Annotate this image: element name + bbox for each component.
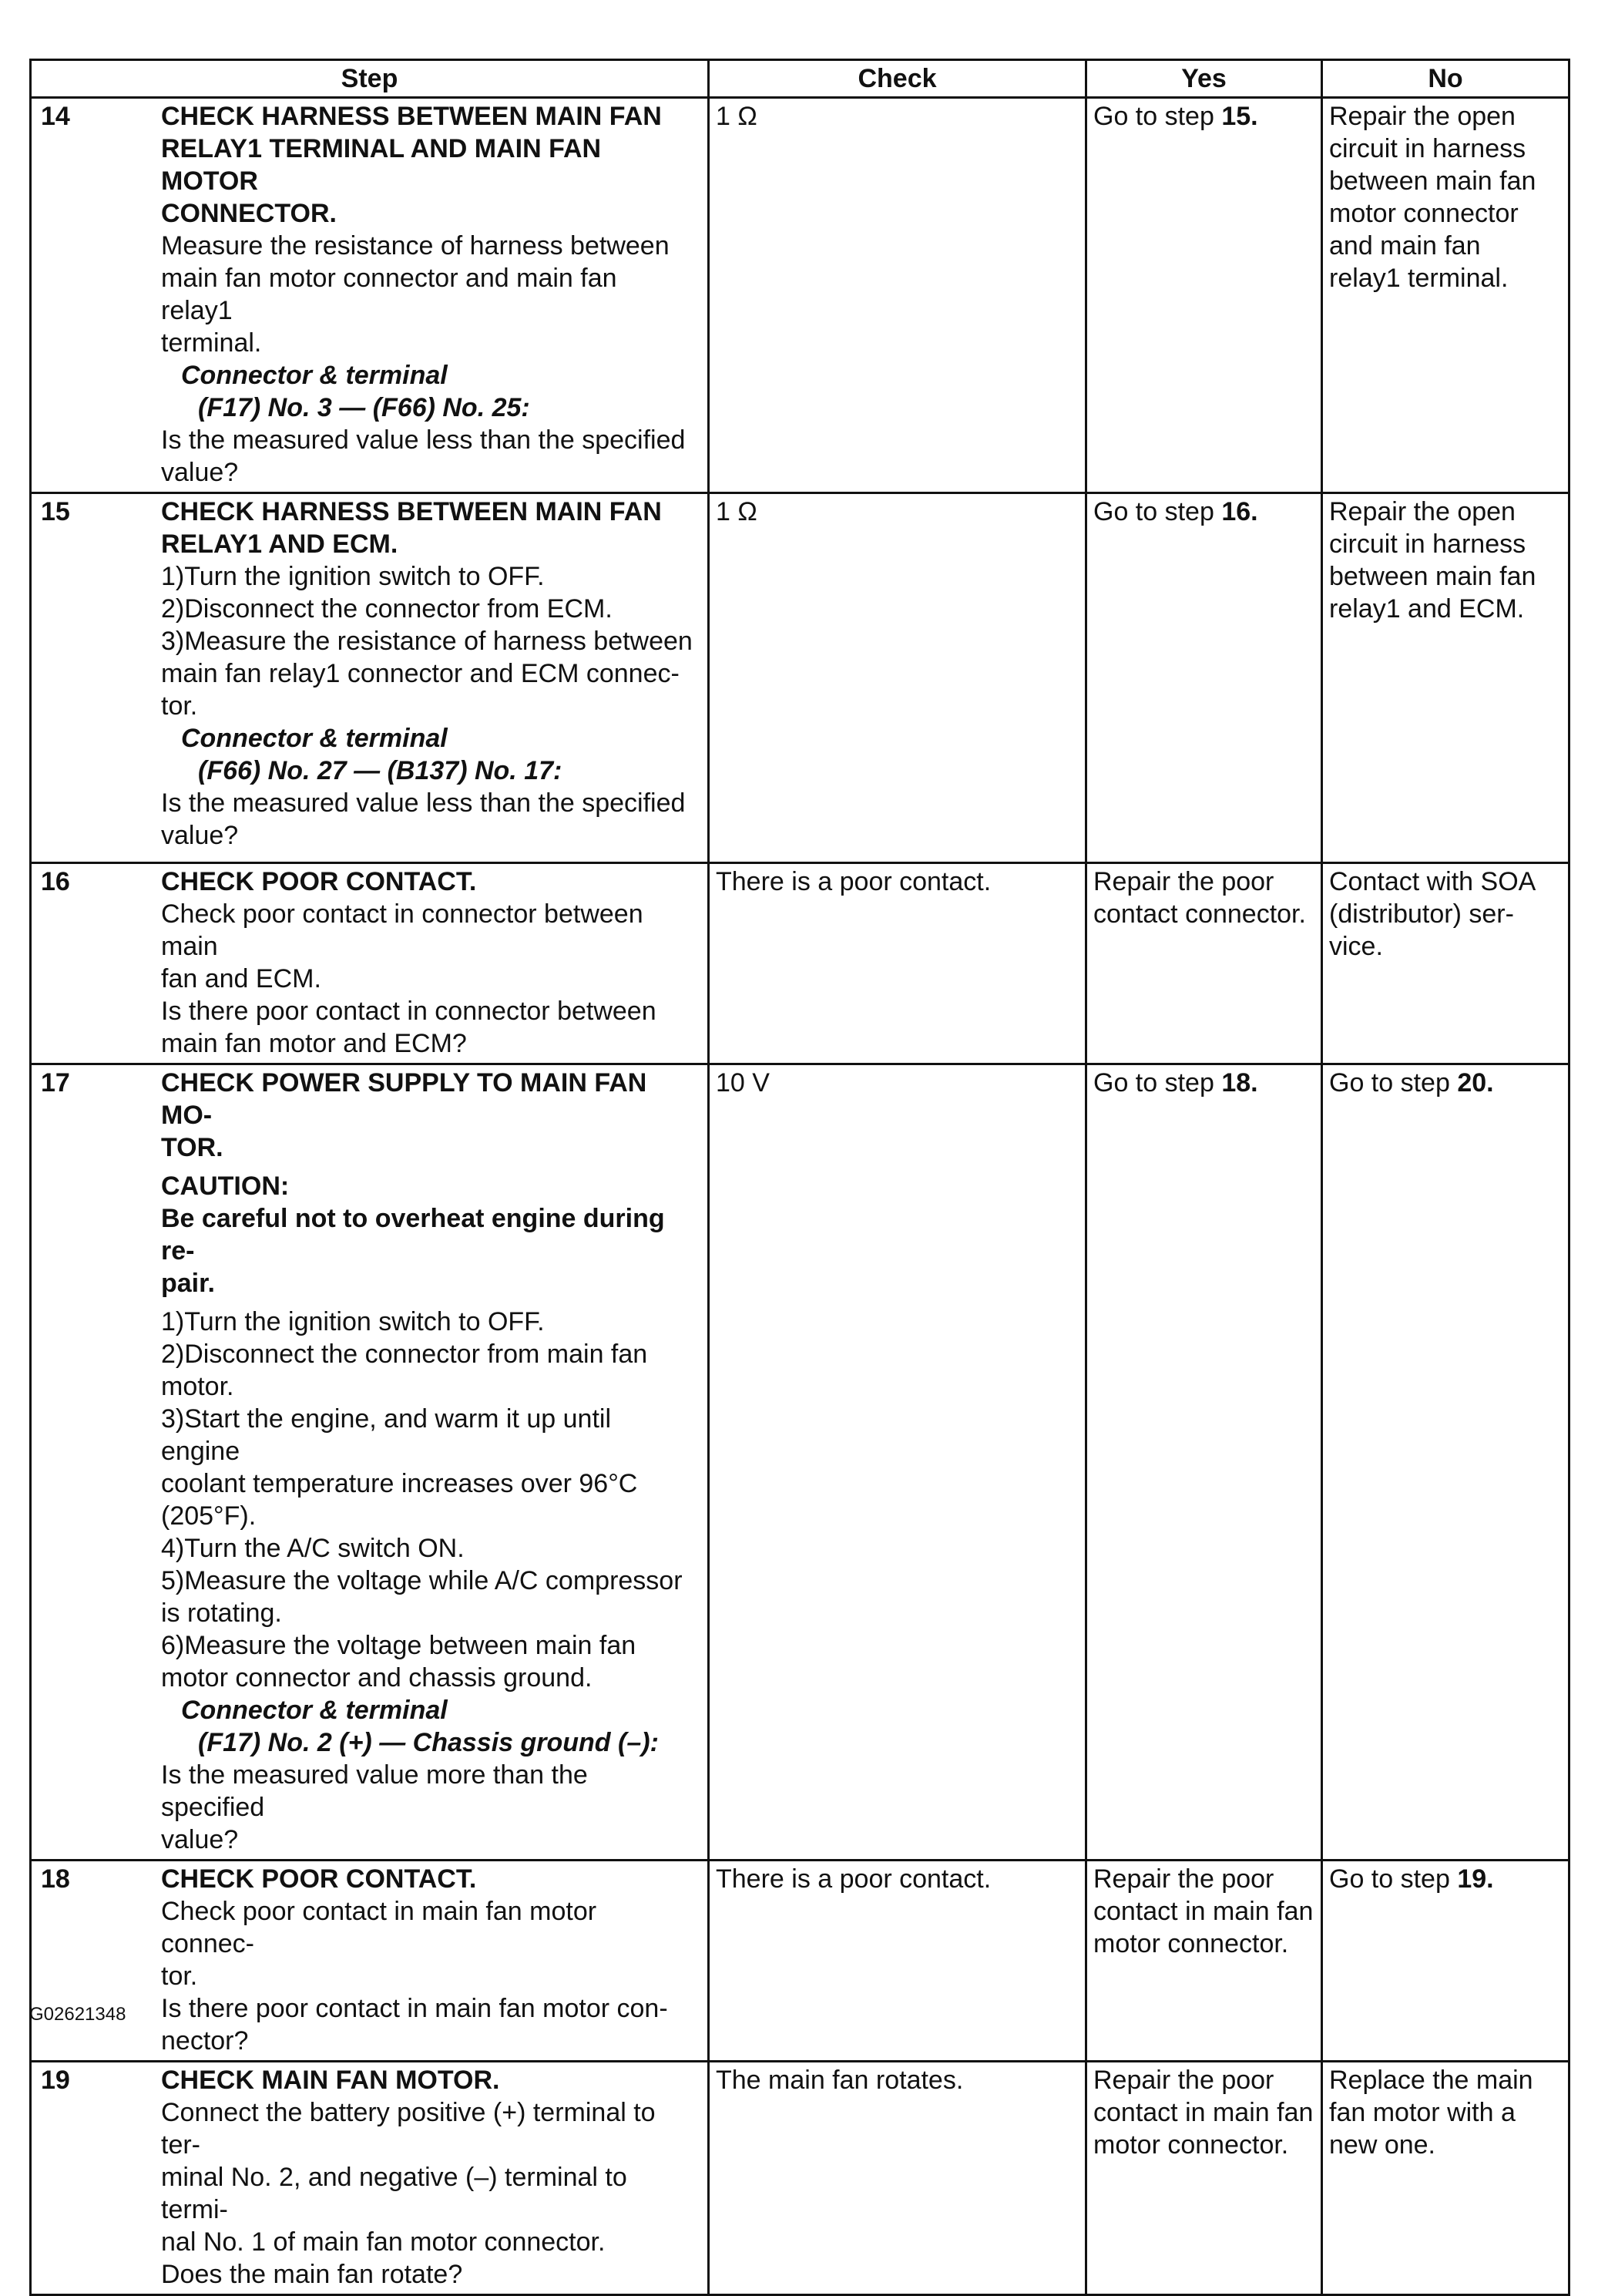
- no-cell: [1322, 863, 1569, 1064]
- step-title: CHECK POOR CONTACT.: [161, 1864, 477, 1894]
- table-row: [31, 1861, 1569, 2062]
- table-header-row: [31, 60, 1569, 98]
- no-text: circuit in harness: [1329, 134, 1526, 163]
- table-row: [31, 98, 1569, 493]
- yes-text: contact connector.: [1093, 899, 1306, 929]
- step-title: CONNECTOR.: [161, 199, 337, 228]
- yes-cell: [1086, 863, 1322, 1064]
- step-text: Check poor contact in connector between main: [161, 899, 643, 961]
- step-title: TOR.: [161, 1133, 223, 1162]
- step-text: fan and ECM.: [161, 964, 321, 993]
- step-title: CHECK MAIN FAN MOTOR.: [161, 2066, 500, 2095]
- no-cell: [1322, 98, 1569, 493]
- step-text: 2)Disconnect the connector from main fan: [161, 1340, 648, 1369]
- no-text: vice.: [1329, 932, 1383, 961]
- caution-text: pair.: [161, 1269, 215, 1298]
- yes-cell: [1086, 1064, 1322, 1861]
- check-value: 1 Ω: [716, 102, 757, 131]
- yes-cell: [1086, 2062, 1322, 2295]
- step-question: Is the measured value less than the specified: [161, 788, 686, 818]
- step-title: RELAY1 TERMINAL AND MAIN FAN MOTOR: [161, 134, 602, 196]
- connector-terminal-label: Connector & terminal: [181, 361, 448, 390]
- header-step: Step: [31, 60, 709, 98]
- step-question: value?: [161, 821, 239, 850]
- connector-terminal-value: (F66) No. 27 — (B137) No. 17:: [198, 756, 562, 785]
- diagnostic-table: [29, 59, 1570, 2296]
- yes-text: Repair the poor: [1093, 1864, 1274, 1894]
- step-number: 16: [41, 867, 70, 896]
- no-text: between main fan: [1329, 166, 1536, 196]
- check-value: 1 Ω: [716, 497, 757, 526]
- no-text: Repair the open: [1329, 497, 1516, 526]
- no-text: Go to step: [1329, 1864, 1458, 1894]
- check-cell: [709, 493, 1086, 863]
- step-cell: [31, 1861, 709, 2062]
- step-number: 17: [41, 1068, 70, 1098]
- step-number: 15: [41, 497, 70, 526]
- connector-terminal-value: (F17) No. 2 (+) — Chassis ground (–):: [198, 1728, 659, 1757]
- no-text: Replace the main: [1329, 2066, 1533, 2095]
- yes-cell: [1086, 1861, 1322, 2062]
- step-text: motor connector and chassis ground.: [161, 1663, 593, 1693]
- step-title: CHECK HARNESS BETWEEN MAIN FAN: [161, 497, 662, 526]
- step-text: terminal.: [161, 328, 262, 358]
- no-text: new one.: [1329, 2130, 1435, 2160]
- yes-text: motor connector.: [1093, 1929, 1289, 1958]
- step-text: 2)Disconnect the connector from ECM.: [161, 594, 613, 624]
- yes-text: Go to step: [1093, 102, 1222, 131]
- check-value: 10 V: [716, 1068, 770, 1098]
- yes-step-ref: 16.: [1221, 497, 1258, 526]
- check-cell: [709, 2062, 1086, 2295]
- check-value: There is a poor contact.: [716, 1864, 992, 1894]
- step-text: minal No. 2, and negative (–) terminal to termi-: [161, 2163, 627, 2224]
- step-text: 4)Turn the A/C switch ON.: [161, 1534, 465, 1563]
- no-text: circuit in harness: [1329, 529, 1526, 559]
- step-title: CHECK POOR CONTACT.: [161, 867, 477, 896]
- no-text: relay1 and ECM.: [1329, 594, 1525, 624]
- caution-text: Be careful not to overheat engine during re-: [161, 1204, 665, 1266]
- step-cell: [31, 863, 709, 1064]
- step-text: main fan relay1 connector and ECM connec-: [161, 659, 680, 688]
- caution-label: CAUTION:: [161, 1172, 290, 1201]
- step-text: coolant temperature increases over 96°C: [161, 1469, 638, 1498]
- step-question: main fan motor and ECM?: [161, 1029, 467, 1058]
- step-text: motor.: [161, 1372, 234, 1401]
- step-text: main fan motor connector and main fan relay1: [161, 264, 617, 325]
- step-text: tor.: [161, 691, 198, 721]
- header-no: No: [1322, 60, 1569, 98]
- step-cell: [31, 493, 709, 863]
- check-cell: [709, 1064, 1086, 1861]
- no-cell: [1322, 1861, 1569, 2062]
- no-text: relay1 terminal.: [1329, 264, 1509, 293]
- check-value: There is a poor contact.: [716, 867, 992, 896]
- step-text: 3)Start the engine, and warm it up until engine: [161, 1404, 611, 1466]
- step-text: (205°F).: [161, 1501, 257, 1531]
- check-cell: [709, 863, 1086, 1064]
- step-text: 5)Measure the voltage while A/C compressor: [161, 1566, 683, 1595]
- step-title: CHECK POWER SUPPLY TO MAIN FAN MO-: [161, 1068, 647, 1130]
- step-text: 3)Measure the resistance of harness between: [161, 627, 693, 656]
- step-text: Check poor contact in main fan motor connec-: [161, 1897, 597, 1958]
- step-question: value?: [161, 458, 239, 487]
- table-row: [31, 1064, 1569, 1861]
- yes-text: Go to step: [1093, 1068, 1222, 1098]
- step-text: is rotating.: [161, 1598, 282, 1628]
- yes-text: contact in main fan: [1093, 1897, 1314, 1926]
- yes-step-ref: 15.: [1221, 102, 1258, 131]
- no-cell: [1322, 2062, 1569, 2295]
- no-text: (distributor) ser-: [1329, 899, 1514, 929]
- yes-cell: [1086, 98, 1322, 493]
- connector-terminal-label: Connector & terminal: [181, 1696, 448, 1725]
- yes-text: motor connector.: [1093, 2130, 1289, 2160]
- no-text: between main fan: [1329, 562, 1536, 591]
- yes-cell: [1086, 493, 1322, 863]
- yes-text: Repair the poor: [1093, 2066, 1274, 2095]
- yes-step-ref: 18.: [1221, 1068, 1258, 1098]
- step-text: nal No. 1 of main fan motor connector.: [161, 2227, 606, 2257]
- step-number: 19: [41, 2066, 70, 2095]
- yes-text: contact in main fan: [1093, 2098, 1314, 2127]
- connector-terminal-value: (F17) No. 3 — (F66) No. 25:: [198, 393, 530, 422]
- step-title: RELAY1 AND ECM.: [161, 529, 398, 559]
- step-text: Connect the battery positive (+) terminal to ter-: [161, 2098, 656, 2160]
- no-text: and main fan: [1329, 231, 1481, 261]
- step-text: tor.: [161, 1962, 198, 1991]
- no-cell: [1322, 493, 1569, 863]
- step-text: Measure the resistance of harness between: [161, 231, 670, 261]
- header-check: Check: [709, 60, 1086, 98]
- no-text: Repair the open: [1329, 102, 1516, 131]
- step-cell: [31, 2062, 709, 2295]
- step-question: Is there poor contact in connector between: [161, 997, 656, 1026]
- figure-code: G02621348: [29, 2004, 126, 2025]
- step-question: Is there poor contact in main fan motor con-: [161, 1994, 668, 2023]
- step-question: Is the measured value less than the specified: [161, 425, 686, 455]
- table-row: [31, 863, 1569, 1064]
- no-text: Go to step: [1329, 1068, 1458, 1098]
- yes-text: Repair the poor: [1093, 867, 1274, 896]
- table-row: [31, 493, 1569, 863]
- check-value: The main fan rotates.: [716, 2066, 964, 2095]
- step-text: 1)Turn the ignition switch to OFF.: [161, 1307, 545, 1336]
- step-question: Is the measured value more than the specified: [161, 1760, 588, 1822]
- yes-text: Go to step: [1093, 497, 1222, 526]
- connector-terminal-label: Connector & terminal: [181, 724, 448, 753]
- step-cell: [31, 98, 709, 493]
- no-text: motor connector: [1329, 199, 1519, 228]
- step-number: 14: [41, 102, 70, 131]
- no-step-ref: 20.: [1457, 1068, 1494, 1098]
- step-cell: [31, 1064, 709, 1861]
- no-text: Contact with SOA: [1329, 867, 1536, 896]
- no-cell: [1322, 1064, 1569, 1861]
- no-text: fan motor with a: [1329, 2098, 1516, 2127]
- step-number: 18: [41, 1864, 70, 1894]
- step-question: nector?: [161, 2026, 249, 2056]
- step-title: CHECK HARNESS BETWEEN MAIN FAN: [161, 102, 662, 131]
- check-cell: [709, 98, 1086, 493]
- step-question: Does the main fan rotate?: [161, 2260, 463, 2289]
- header-yes: Yes: [1086, 60, 1322, 98]
- step-text: 6)Measure the voltage between main fan: [161, 1631, 636, 1660]
- no-step-ref: 19.: [1457, 1864, 1494, 1894]
- step-question: value?: [161, 1825, 239, 1854]
- step-text: 1)Turn the ignition switch to OFF.: [161, 562, 545, 591]
- table-row: [31, 2062, 1569, 2295]
- check-cell: [709, 1861, 1086, 2062]
